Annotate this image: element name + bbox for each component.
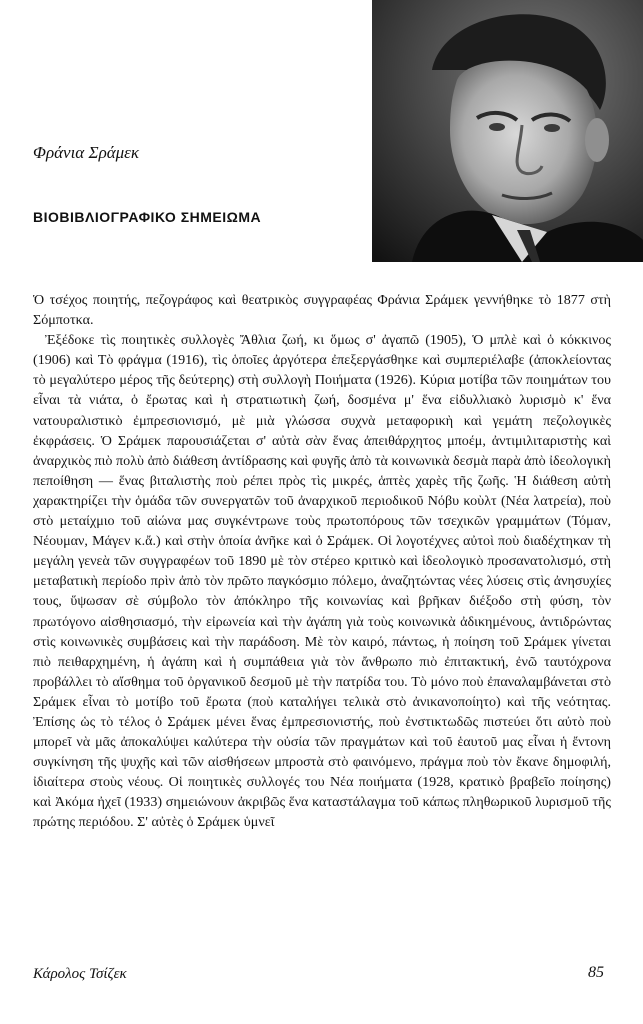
- page-number: 85: [588, 964, 604, 981]
- section-heading: ΒΙΟΒΙΒΛΙΟΓΡΑΦΙΚΟ ΣΗΜΕΙΩΜΑ: [33, 209, 262, 225]
- author-name: Φράνια Σράμεκ: [33, 143, 140, 162]
- author-portrait-photo: [372, 0, 643, 262]
- footer-author: Κάρολος Τσίζεκ: [33, 966, 127, 982]
- biography-text: [33, 290, 611, 833]
- paragraph-intro: Ὁ τσέχος ποιητής, πεζογράφος καὶ θεατρικὸς συγγραφέας Φράνια Σράμεκ γεννήθηκε τὸ 1877 στὴ Σόμποτκα.: [33, 292, 611, 329]
- paragraph-main: Ἐξέδοκε τὶς ποιητικὲς συλλογὲς Ἄθλια ζωή, κι ὅμως σ' ἀγαπῶ (1905), Ὁ μπλὲ καὶ ὁ κόκκινος (1906) καὶ Τὸ φράγμα (1916), τὶς ὁποῖες ἀργότερα ἐπεξεργάσθηκε καὶ συμπεριέλαβε (ἀποκλείοντας τὸ μεγαλύτερο μέρος τῆς δεύτερης) στὴ συλλογὴ Ποιήματα (1926). Κύρια μοτίβα τῶν ποιημάτων του εἶναι τὰ νιάτα, ὁ ἔρωτας καὶ ἡ στρατιωτικὴ ζωή, δοσμένα μ' ἕνα εἰδυλλιακὸ λυρισμὸ κ' ἕνα νατουραλιστικὸ ἐμπρεσιονισμό, μὲ μιὰ γλώσσα συχνὰ μεταφορικὴ καὶ γεμάτη πεζολογικὲς ἐκφράσεις. Ὁ Σράμεκ παρουσιάζεται σ' αὐτὰ σὰν ἕνας ἀπειθάρχητος μποέμ, ἀντιμιλιταριστὴς καὶ ἀναρχικὸς πιὸ πολὺ ἀπὸ διάθεση ἀντίδρασης καὶ φυγῆς ἀπὸ τὰ κοινωνικὰ δεσμὰ παρὰ ἀπὸ ἰδεολογικὴ πεποίθηση — ἕνας βιταλιστὴς ποὺ ρέπει πρὸς τὶς μικρές, ἁπτὲς χαρὲς τῆς ζωῆς. Ἡ διάθεση αὐτὴ χαρακτηρίζει τὴν ὁμάδα τῶν συνεργατῶν τοῦ ἀναρχικοῦ περιοδικοῦ Νόβυ κοὺλτ (Νέα λατρεία), ποὺ στὸ μεταίχμιο τοῦ αἰώνα μας συγκέντρωνε τοὺς πρωτοπόρους τῶν τσεχικῶν γραμμάτων (Τόμαν, Νέουμαν, Μάγεν κ.ἄ.) καὶ στὴν ὁποία ἀνῆκε καὶ ὁ Σράμεκ. Οἱ λογοτέχνες αὐτοὶ ποὺ διαδέχτηκαν τὴ μεγάλη γενεὰ τῶν συγγραφέων τοῦ 1890 μὲ τὸν στέρεο κριτικὸ καὶ ἰδεολογικὸ προσανατολισμό, στὴ μεταβατικὴ περίοδο πρὶν ἀπὸ τὸν πρῶτο παγκόσμιο πόλεμο, ἀναζητώντας νέες λύσεις στὶς ἀνησυχίες τους, ὕψωσαν σὲ σύμβολο τὸν ἀπόκληρο τῆς κοινωνίας καὶ βρῆκαν διέξοδο στὴ φύση, τὸν πρωτόγονο αἰσθησιασμό, τὴν εἰρωνεία καὶ τὴν ἀγάπη γιὰ τοὺς κοινωνικὰ ἀδικημένους, ἀντιδρώντας στὶς κοινωνικὲς συμβάσεις καὶ τὴν παράδοση. Μὲ τὸν καιρό, πάντως, ἡ ποίηση τοῦ Σράμεκ γίνεται πιὸ πειθαρχημένη, ἡ ἀγάπη καὶ ἡ συμπάθεια γιὰ τὸν ἄνθρωπο πιὸ ἐπιτακτική, ἐνῶ ταυτόχρονα προβάλλει τὸ αἴσθημα τοῦ ὀργανικοῦ δεσμοῦ μὲ τὴν πατρίδα του. Τὸ μόνο ποὺ ἐπαναλαμβάνεται στὸ Σράμεκ εἶναι τὸ μοτίβο τοῦ ἔρωτα (ποὺ καταλήγει τελικὰ στὸ ἀνικανοποίητο) καὶ τῆς νεότητας. Ἐπίσης ὡς τὸ τέλος ὁ Σράμεκ μένει ἕνας ἐμπρεσιονιστής, ποὺ ἐνστικτωδῶς πιστεύει ὅτι αὐτὸ ποὺ μπορεῖ νὰ μᾶς ἀποκαλύψει καλύτερα τὴν οὐσία τῶν πραγμάτων καὶ τοῦ ἑαυτοῦ μας εἶναι ἡ ἔντονη συγκίνηση τῆς ψυχῆς καὶ τῶν αἰσθήσεων μπροστὰ στὸ φαινόμενο, πράγμα ποὺ τὸν ἔκανε δημοφιλή, ἰδιαίτερα στοὺς νέους. Οἱ ποιητικὲς συλλογές του Νέα ποιήματα (1928, κρατικὸ βραβεῖο ποίησης) καὶ Ἀκόμα ἠχεῖ (1933) σημειώνουν ἀκριβῶς ἕνα καταστάλαγμα τοῦ κάπως πληθωρικοῦ λυρισμοῦ τῆς πρώτης περιόδου. Σ' αὐτὲς ὁ Σράμεκ ὑμνεῖ: [33, 332, 611, 831]
